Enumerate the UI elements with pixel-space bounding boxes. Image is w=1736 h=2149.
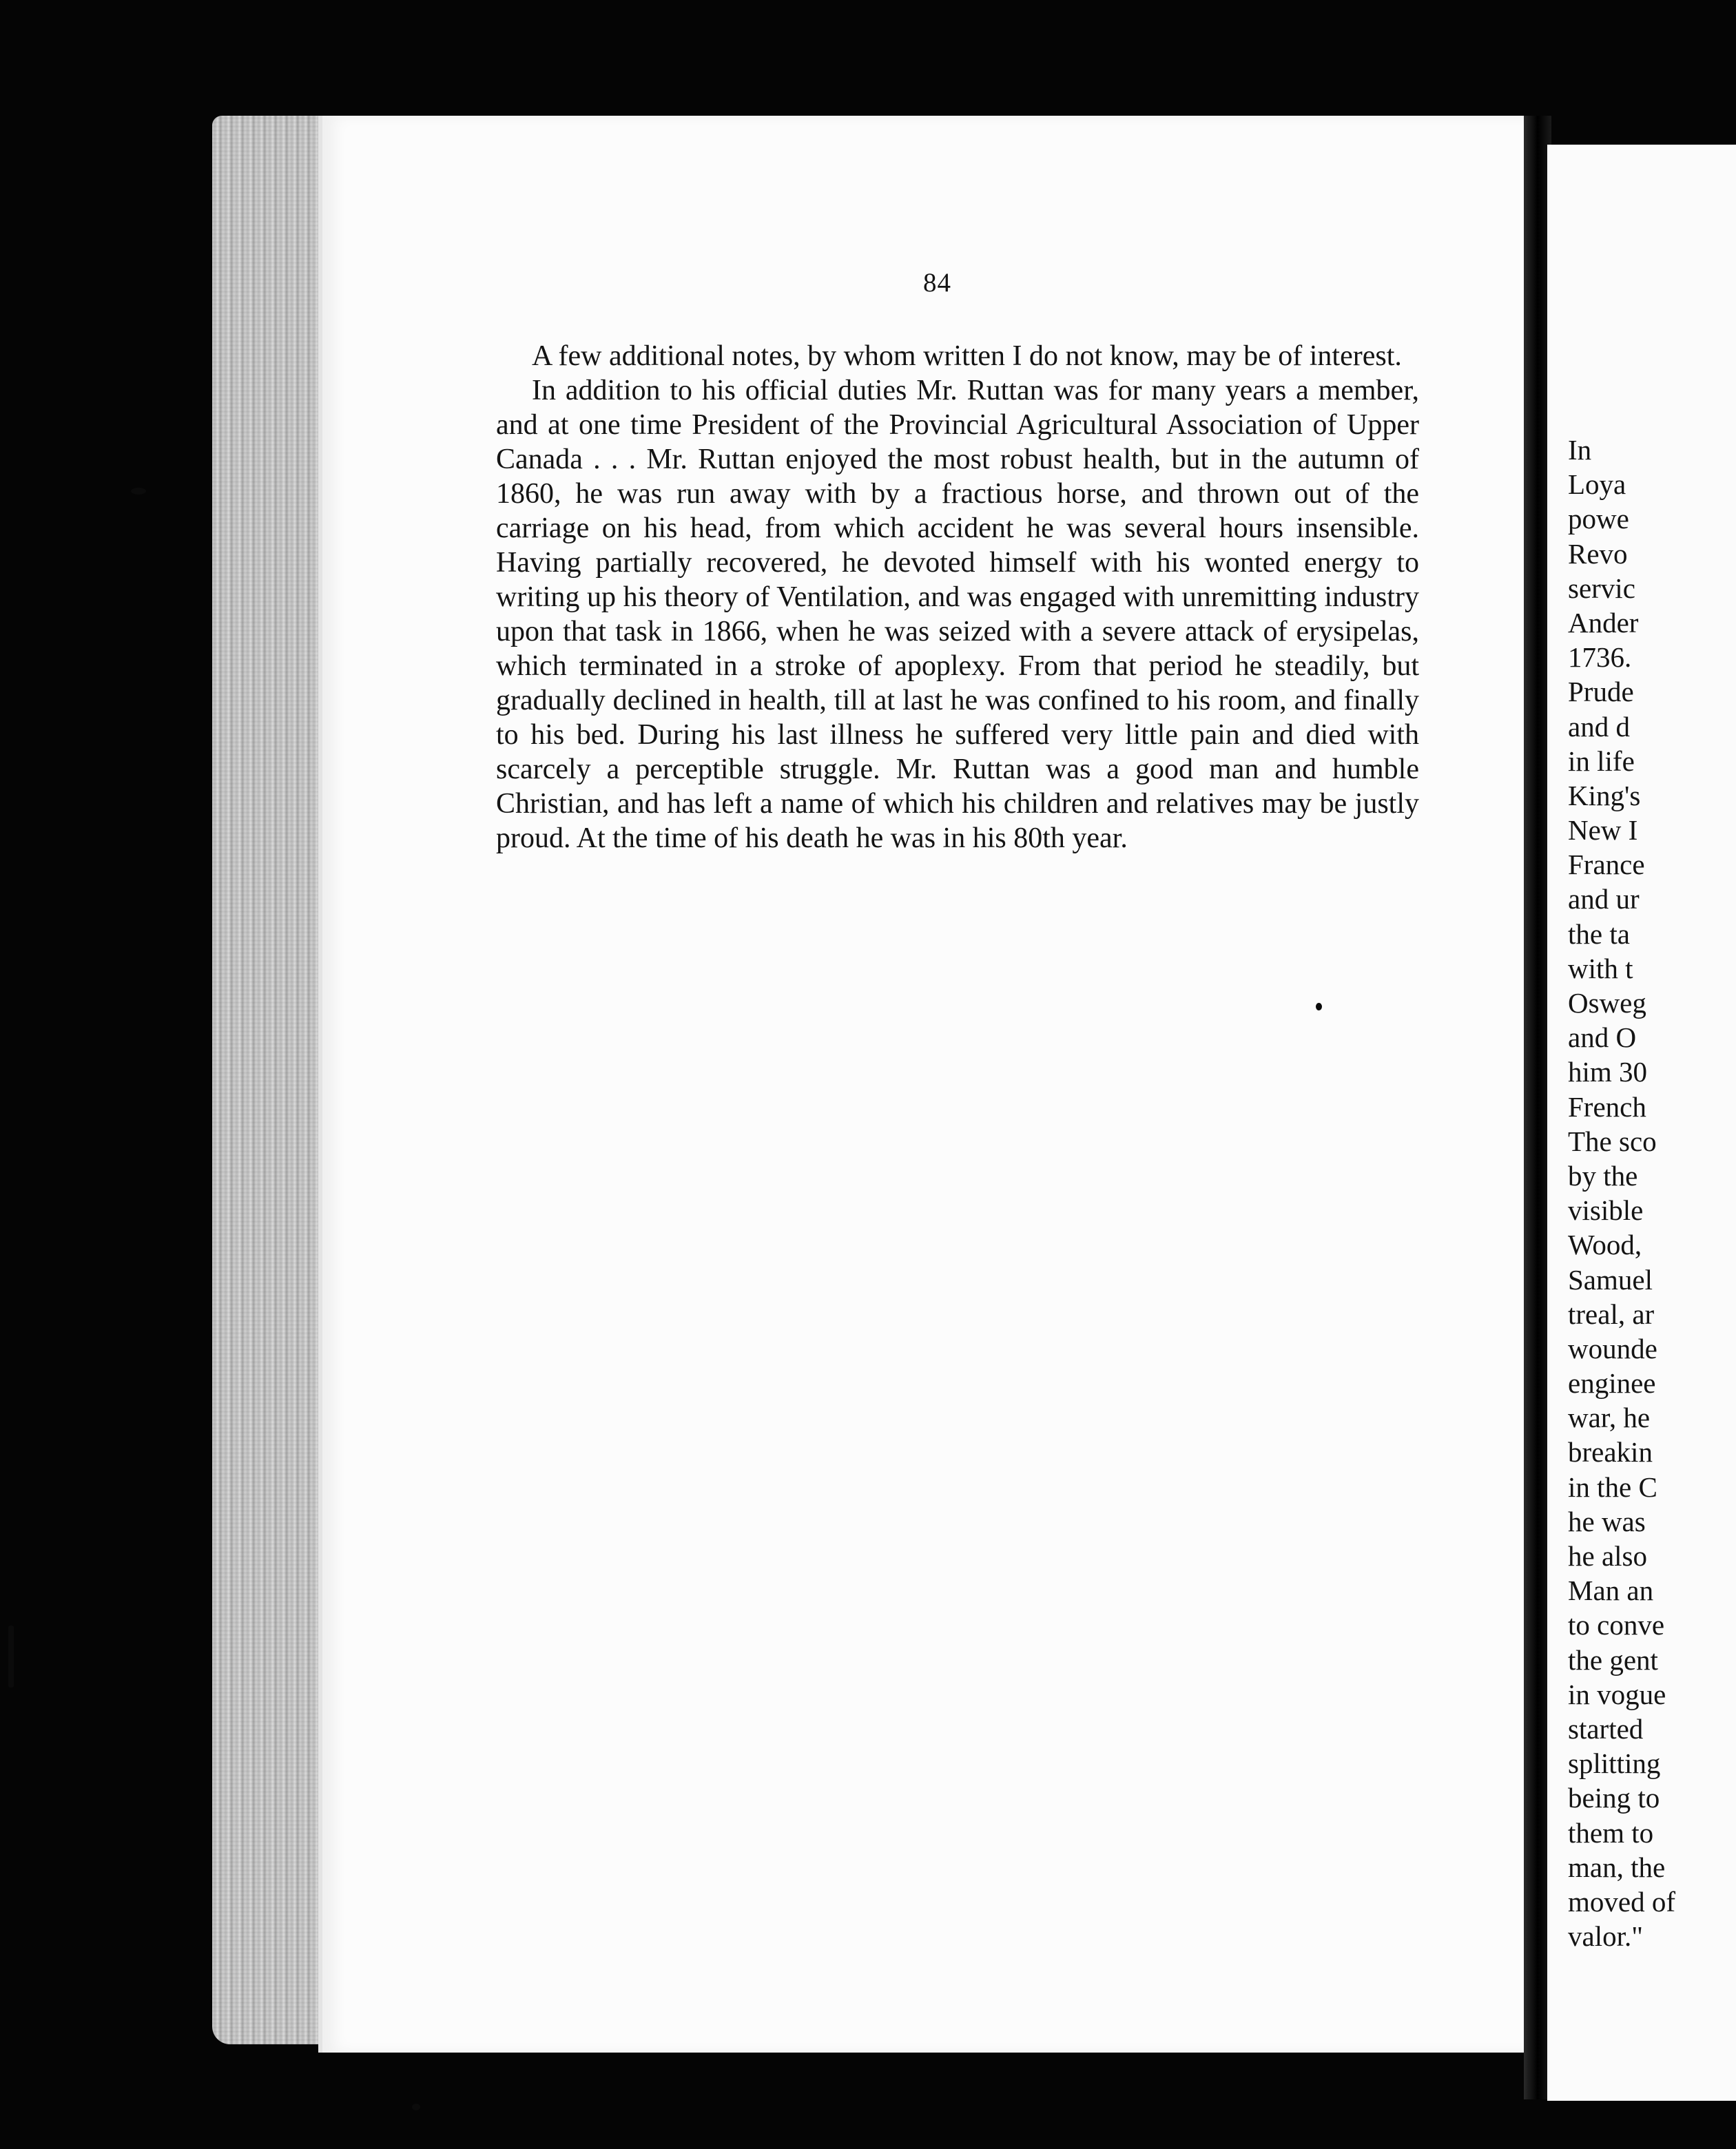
facing-line: French <box>1568 1090 1646 1123</box>
facing-line: The sco <box>1568 1125 1657 1157</box>
facing-line: enginee <box>1568 1367 1656 1400</box>
facing-line: him 30 <box>1568 1056 1648 1088</box>
facing-line: Samuel <box>1568 1263 1653 1296</box>
page-body-text <box>496 339 1419 855</box>
facing-line: and O <box>1568 1021 1637 1054</box>
facing-line: visible <box>1568 1194 1644 1227</box>
facing-line: in vogue <box>1568 1678 1666 1710</box>
facing-line: he was <box>1568 1505 1646 1537</box>
facing-line: the gent <box>1568 1643 1658 1676</box>
facing-line: Revo <box>1568 537 1628 570</box>
facing-line: In <box>1568 434 1592 466</box>
book-page-edges <box>212 116 322 2044</box>
facing-line: splitting <box>1568 1747 1661 1780</box>
facing-line: Man an <box>1568 1575 1654 1607</box>
facing-page <box>1547 145 1736 2101</box>
scan-speck <box>8 1626 14 1688</box>
facing-line: King's <box>1568 779 1641 811</box>
facing-line: Wood, <box>1568 1229 1642 1261</box>
facing-line: servic <box>1568 572 1635 604</box>
facing-line: in the C <box>1568 1471 1657 1503</box>
facing-line: wounde <box>1568 1332 1657 1364</box>
facing-line: powe <box>1568 503 1629 535</box>
facing-line: breakin <box>1568 1436 1653 1468</box>
facing-line: valor." <box>1568 1920 1643 1953</box>
facing-line: with t <box>1568 952 1633 984</box>
facing-line: Osweg <box>1568 987 1646 1019</box>
facing-line: them to <box>1568 1816 1654 1849</box>
facing-line: started <box>1568 1712 1644 1745</box>
facing-line: moved of <box>1568 1885 1675 1918</box>
facing-line: to conve <box>1568 1609 1665 1641</box>
facing-line: Ander <box>1568 606 1639 639</box>
page-number: 84 <box>923 268 951 298</box>
facing-line: Prude <box>1568 676 1634 708</box>
facing-line: man, the <box>1568 1851 1666 1883</box>
facing-line: France <box>1568 849 1645 881</box>
facing-line: 1736. <box>1568 641 1632 674</box>
facing-line: war, he <box>1568 1402 1651 1434</box>
paragraph: In addition to his official duties Mr. Ruttan was for many years a member, and at one time President of the Provincial Agricultural Association of Upper Canada . . . Mr. Ruttan enjoyed the most robust health, but in the autumn of 1860, he was run away with by a fractious horse, and thrown out of the carriage on his head, from which accident he was several hours insensible. Having partially recovered, he devoted himself with his wonted energy to writing up his theory of Ventilation, and was engaged with unremitting industry upon that task in 1866, when he was seized with a severe attack of erysipelas, which terminated in a stroke of apoplexy. From that period he steadily, but gradually declined in health, till at last he was confined to his room, and finally to his bed. During his last illness he suffered very little pain and died with scarcely a perceptible struggle. Mr. Ruttan was a good man and humble Christian, and has left a name of which his children and relatives may be justly proud. At the time of his death he was in his 80th year. <box>496 375 1419 854</box>
facing-page-text <box>1568 433 1736 1953</box>
facing-line: the ta <box>1568 917 1630 950</box>
facing-line: Loya <box>1568 468 1626 501</box>
facing-line: being to <box>1568 1782 1660 1814</box>
facing-line: and d <box>1568 710 1630 743</box>
facing-line: treal, ar <box>1568 1298 1655 1330</box>
facing-line: he also <box>1568 1540 1647 1572</box>
facing-line: New I <box>1568 814 1638 847</box>
paragraph: A few additional notes, by whom written I do not know, may be of interest. <box>532 340 1402 372</box>
facing-line: and ur <box>1568 883 1640 915</box>
scan-speck <box>1316 1003 1322 1010</box>
scan-speck <box>131 488 146 495</box>
facing-line: by the <box>1568 1159 1638 1192</box>
scan-speck <box>412 2104 420 2110</box>
facing-line: in life <box>1568 745 1635 777</box>
